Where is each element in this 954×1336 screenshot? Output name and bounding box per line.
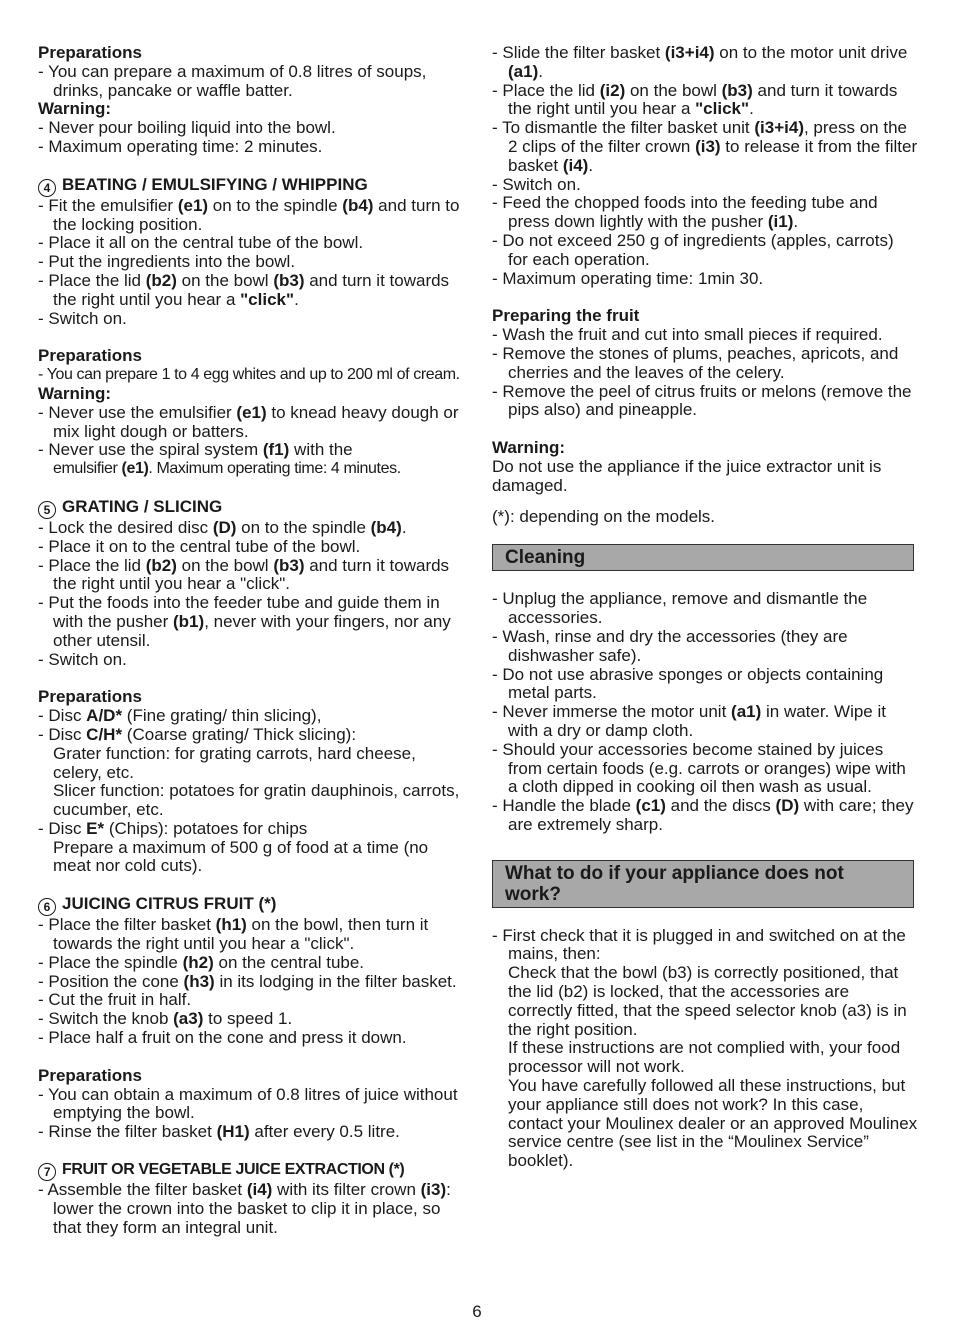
list-item: - Wash, rinse and dry the accessories (they are dishwasher safe). xyxy=(492,626,848,665)
list-item: - First check that it is plugged in and switched on at the mains, then: xyxy=(492,925,906,964)
list-item: - Put the foods into the feeder tube and guide them in with the pusher (b1), never with your fingers, nor any other utensil. xyxy=(38,593,451,650)
list-item: - Never pour boiling liquid into the bowl. xyxy=(38,118,336,138)
list-item: - Disc A/D* (Fine grating/ thin slicing), xyxy=(38,706,322,726)
section-heading-grating: 5 GRATING / SLICING xyxy=(38,498,468,519)
list-item: - Switch on. xyxy=(38,308,127,328)
list-item-continuation: Check that the bowl (b3) is correctly positioned, that the lid (b2) is locked, that the accessories are correctly fitted, that the speed selector knob (a3) is in the right position. xyxy=(508,963,907,1039)
list-item: - Never use the spiral system (f1) with the xyxy=(38,440,353,460)
list-item: - Place half a fruit on the cone and press it down. xyxy=(38,1028,407,1048)
list-item-continuation: Prepare a maximum of 500 g of food at a time (no meat nor cold cuts). xyxy=(53,837,429,876)
footnote: (*): depending on the models. xyxy=(492,506,716,526)
list-item: - Maximum operating time: 2 minutes. xyxy=(38,136,323,156)
list-item: - Place it on to the central tube of the bowl. xyxy=(38,536,361,556)
list-item: - Cut the fruit in half. xyxy=(38,990,192,1010)
list-item: - Do not exceed 250 g of ingredients (apples, carrots) for each operation. xyxy=(492,230,894,269)
list-item: - Switch on. xyxy=(492,174,581,194)
list-item-continuation: Grater function: for grating carrots, hard cheese, celery, etc. xyxy=(53,743,416,782)
list-item: - Switch the knob (a3) to speed 1. xyxy=(38,1009,293,1029)
preparing-fruit-heading: Preparing the fruit xyxy=(492,306,640,326)
left-column xyxy=(38,44,468,1237)
preparations-heading: Preparations xyxy=(38,43,142,62)
list-item: - Switch on. xyxy=(38,649,127,669)
warning-heading: Warning: xyxy=(38,99,112,119)
list-item: - Handle the blade (c1) and the discs (D) with care; they are extremely sharp. xyxy=(492,796,914,834)
list-item: - Rinse the filter basket (H1) after every 0.5 litre. xyxy=(38,1122,400,1142)
list-item: - Never use the emulsifier (e1) to knead heavy dough or mix light dough or batters. xyxy=(38,402,459,441)
preparations-heading: Preparations xyxy=(38,687,142,707)
list-item: - Place the filter basket (h1) on the bowl, then turn it towards the right until you hear a "click". xyxy=(38,915,429,954)
list-item: - Wash the fruit and cut into small pieces if required. xyxy=(492,325,883,345)
list-item: - Put the ingredients into the bowl. xyxy=(38,252,296,272)
list-item: - Assemble the filter basket (i4) with its filter crown (i3): lower the crown into the basket to clip it in place, so that they form an integral unit. xyxy=(38,1180,451,1237)
list-item: - Should your accessories become stained by juices from certain foods (e.g. carrots or oranges) wipe with a cloth dipped in cooking oil then wash as usual. xyxy=(492,739,906,797)
list-item: - To dismantle the filter basket unit (i3+i4), press on the 2 clips of the filter crown (i3) to release it from the filter basket (i4). xyxy=(492,118,918,175)
preparations-heading: Preparations xyxy=(38,1065,142,1085)
list-item-continuation: Slicer function: potatoes for gratin dauphinois, carrots, cucumber, etc. xyxy=(53,781,460,820)
list-item: - Place the spindle (h2) on the central tube. xyxy=(38,952,365,972)
cleaning-heading: Cleaning xyxy=(492,544,914,571)
list-item: - You can prepare a maximum of 0.8 litres of soups, drinks, pancake or waffle batter. xyxy=(38,61,427,100)
warning-text: Do not use the appliance if the juice extractor unit is damaged. xyxy=(492,456,882,495)
section-heading-juice-extraction: 7 FRUIT OR VEGETABLE JUICE EXTRACTION (*) xyxy=(38,1161,468,1181)
list-item-continuation: If these instructions are not complied with, your food processor will not work. xyxy=(508,1038,901,1077)
page-number: 6 xyxy=(472,1302,482,1321)
list-item: - Place the lid (b2) on the bowl (b3) and turn it towards the right until you hear a "click". xyxy=(38,270,450,309)
preparations-heading: Preparations xyxy=(38,346,142,366)
troubleshooting-heading: What to do if your appliance does not work? xyxy=(492,860,914,908)
list-item: - Remove the stones of plums, peaches, apricots, and cherries and the leaves of the celery. xyxy=(492,343,899,382)
list-item: - Do not use abrasive sponges or objects containing metal parts. xyxy=(492,664,884,703)
list-item: - Remove the peel of citrus fruits or melons (remove the pips also) and pineapple. xyxy=(492,381,912,420)
section-heading-beating: 4 BEATING / EMULSIFYING / WHIPPING xyxy=(38,176,468,197)
circled-number-icon: 7 xyxy=(38,1163,56,1181)
list-item: - Lock the desired disc (D) on to the spindle (b4). xyxy=(38,517,407,537)
list-item-continuation: You have carefully followed all these instructions, but your appliance still does not work? In this case, contact your Moulinex dealer or an approved Moulinex service centre (see list in the “Moulinex Service” booklet). xyxy=(508,1076,918,1171)
list-item: - You can obtain a maximum of 0.8 litres of juice without emptying the bowl. xyxy=(38,1084,458,1123)
list-item: - Feed the chopped foods into the feeding tube and press down lightly with the pusher (i1). xyxy=(492,193,878,232)
list-item: - Slide the filter basket (i3+i4) on to the motor unit drive (a1). xyxy=(492,43,908,81)
warning-heading: Warning: xyxy=(38,383,112,403)
circled-number-icon: 6 xyxy=(38,898,56,916)
warning-heading: Warning: xyxy=(492,438,566,458)
list-item: - Place it all on the central tube of the bowl. xyxy=(38,233,364,253)
list-item-continuation: emulsifier (e1). Maximum operating time: 4 minutes. xyxy=(53,460,401,478)
list-item: - Disc C/H* (Coarse grating/ Thick slicing): xyxy=(38,724,357,744)
right-column xyxy=(492,44,918,1171)
circled-number-icon: 4 xyxy=(38,179,56,197)
list-item: - Place the lid (i2) on the bowl (b3) and turn it towards the right until you hear a "click". xyxy=(492,80,898,119)
list-item: - Unplug the appliance, remove and dismantle the accessories. xyxy=(492,589,868,628)
list-item: - Disc E* (Chips): potatoes for chips xyxy=(38,818,308,838)
list-item: - Never immerse the motor unit (a1) in water. Wipe it with a dry or damp cloth. xyxy=(492,702,886,740)
section-heading-juicing: 6 JUICING CITRUS FRUIT (*) xyxy=(38,895,468,916)
list-item: - You can prepare 1 to 4 egg whites and up to 200 ml of cream. xyxy=(38,366,460,384)
list-item: - Place the lid (b2) on the bowl (b3) and turn it towards the right until you hear a "click". xyxy=(38,555,450,594)
circled-number-icon: 5 xyxy=(38,501,56,519)
list-item: - Maximum operating time: 1min 30. xyxy=(492,268,764,288)
list-item: - Fit the emulsifier (e1) on to the spindle (b4) and turn to the locking position. xyxy=(38,195,460,234)
list-item: - Position the cone (h3) in its lodging in the filter basket. xyxy=(38,971,457,991)
